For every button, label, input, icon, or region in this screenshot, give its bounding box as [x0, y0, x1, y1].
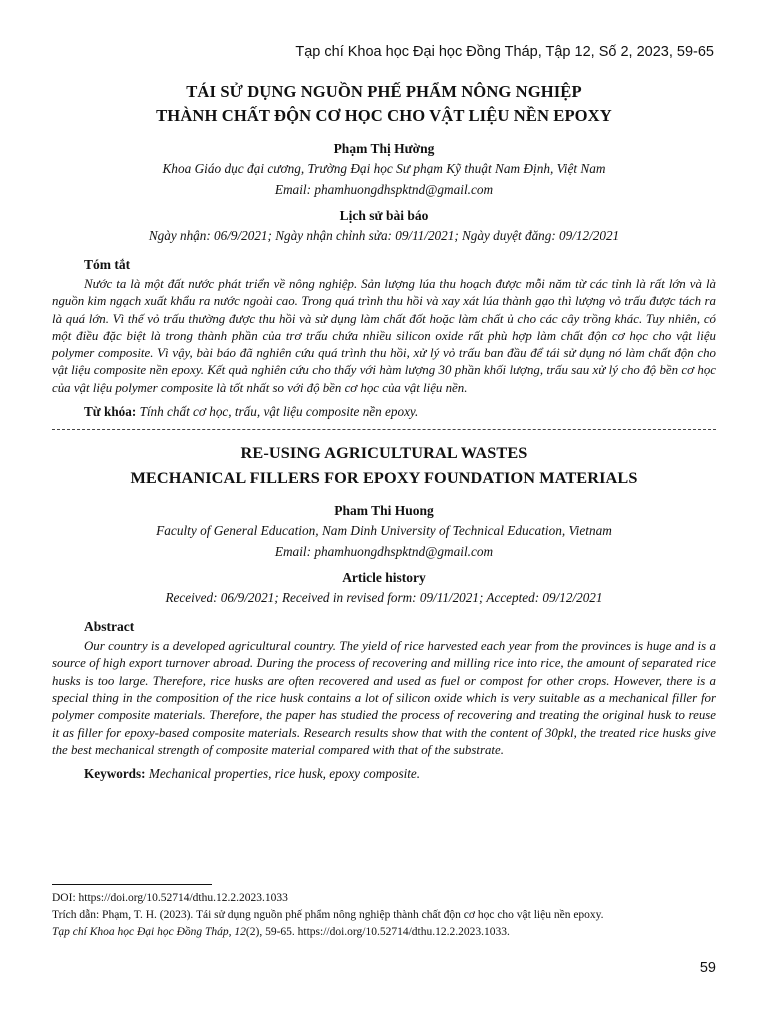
vi-affiliation: Khoa Giáo dục đại cương, Trường Đại học Sư phạm Kỹ thuật Nam Định, Việt Nam — [162, 161, 606, 176]
vi-keywords-label: Từ khóa: — [84, 404, 137, 420]
vi-abstract: Nước ta là một đất nước phát triển về nông nghiệp. Sản lượng lúa thu hoạch được mỗi năm từ các tỉnh là rất lớn và là nguồn kim ngạch xuất khẩu ra nước ngoài cao. Trong quá trình thu hồi và xay xát lúa thành gạo thì lượng vỏ trấu được tách ra là quá lớn. Vì thế vỏ trấu thường được thu hồi và sử dụng làm chất đốt hoặc làm chất ủ cho các cây trồng khác. Tuy nhiên, có một điều đặc biệt là trong thành phần của trơ trấu chứa nhiều silicon oxide rất phù hợp làm chất độn cơ học cho vật liệu polymer composite. Vì vậy, bài báo đã nghiên cứu quá trình thu hồi, xử lý vỏ trấu ban đầu để tái sử dụng nó làm chất độn cho vật liệu composite nền epoxy. Kết quả nghiên cứu cho thấy với hàm lượng 30 phần khối lượng, trấu sau xử lý cho độ bền cơ học của vật liệu polymer composite là tốt nhất so với độ bền cơ học của vật liệu nền. — [52, 277, 716, 395]
en-title — [52, 440, 716, 490]
citation-prefix: Trích dẫn: Phạm, T. H. (2023). Tái sử dụng nguồn phế phẩm nông nghiệp thành chất độn cơ học cho vật liệu nền epoxy. — [52, 909, 604, 921]
en-keywords-text: Mechanical properties, rice husk, epoxy composite. — [148, 766, 421, 782]
vi-author: Phạm Thị Hường — [333, 141, 435, 156]
vi-history: Ngày nhận: 06/9/2021; Ngày nhận chỉnh sửa: 09/11/2021; Ngày duyệt đăng: 09/12/2021 — [148, 228, 620, 243]
vi-history-heading: Lịch sử bài báo — [339, 208, 429, 223]
en-author: Pham Thi Huong — [334, 503, 434, 519]
journal-header: Tạp chí Khoa học Đại học Đồng Tháp, Tập 12, Số 2, 2023, 59-65 — [295, 44, 714, 60]
en-email: Email: phamhuongdhspktnd@gmail.com — [274, 544, 494, 560]
vi-title-line2: THÀNH CHẤT ĐỘN CƠ HỌC CHO VẬT LIỆU NỀN EPOXY — [156, 106, 612, 125]
citation-suffix: (2), 59-65. https://doi.org/10.52714/dthu.12.2.2023.1033. — [245, 926, 510, 938]
vi-keywords-text: Tính chất cơ học, trấu, vật liệu composite nền epoxy. — [139, 404, 419, 420]
en-abstract-heading: Abstract — [84, 619, 135, 635]
vi-title-line1: TÁI SỬ DỤNG NGUỒN PHẾ PHẨM NÔNG NGHIỆP — [186, 82, 582, 101]
en-history-heading: Article history — [342, 570, 426, 586]
footnote-rule — [52, 884, 212, 885]
en-keywords-label: Keywords: — [84, 766, 146, 782]
page-number: 59 — [699, 960, 716, 976]
vi-abstract-heading: Tóm tắt — [84, 257, 131, 272]
paper-content — [52, 80, 716, 783]
vi-email: Email: phamhuongdhspktnd@gmail.com — [274, 182, 494, 197]
footnote — [52, 890, 720, 941]
citation-journal: Tạp chí Khoa học Đại học Đồng Tháp, 12 — [52, 926, 246, 938]
en-title-line2: MECHANICAL FILLERS FOR EPOXY FOUNDATION MATERIALS — [130, 468, 638, 488]
en-affiliation: Faculty of General Education, Nam Dinh University of Technical Education, Vietnam — [156, 523, 612, 539]
en-history: Received: 06/9/2021; Received in revised form: 09/11/2021; Accepted: 09/12/2021 — [165, 590, 603, 606]
vi-title — [52, 80, 716, 128]
citation — [52, 907, 720, 941]
section-divider — [52, 429, 716, 430]
en-abstract: Our country is a developed agricultural country. The yield of rice harvested each year from the provinces is huge and is a source of high export turnover abroad. During the process of recovering and milling rice into rice, the amount of separated rice husks is too large. Therefore, rice husks are often recovered and used as fuel or compost for other crops. However, there is a special thing in the composition of the rice husk contains a lot of silicon oxide which is very suitable as a mechanical filler for polymer composite materials. Therefore, the paper has studied the process of recovering and treating the original husk to reuse it as filler for epoxy-based composite materials. Research results show that with the content of 30pkl, the treated rice husks give the best mechanical strength of composite material compared with that of the substrate. — [52, 639, 716, 757]
doi-line: DOI: https://doi.org/10.52714/dthu.12.2.2023.1033 — [52, 892, 288, 904]
en-title-line1: RE-USING AGRICULTURAL WASTES — [240, 443, 528, 463]
en-keywords — [84, 765, 716, 783]
vi-keywords — [84, 403, 716, 421]
